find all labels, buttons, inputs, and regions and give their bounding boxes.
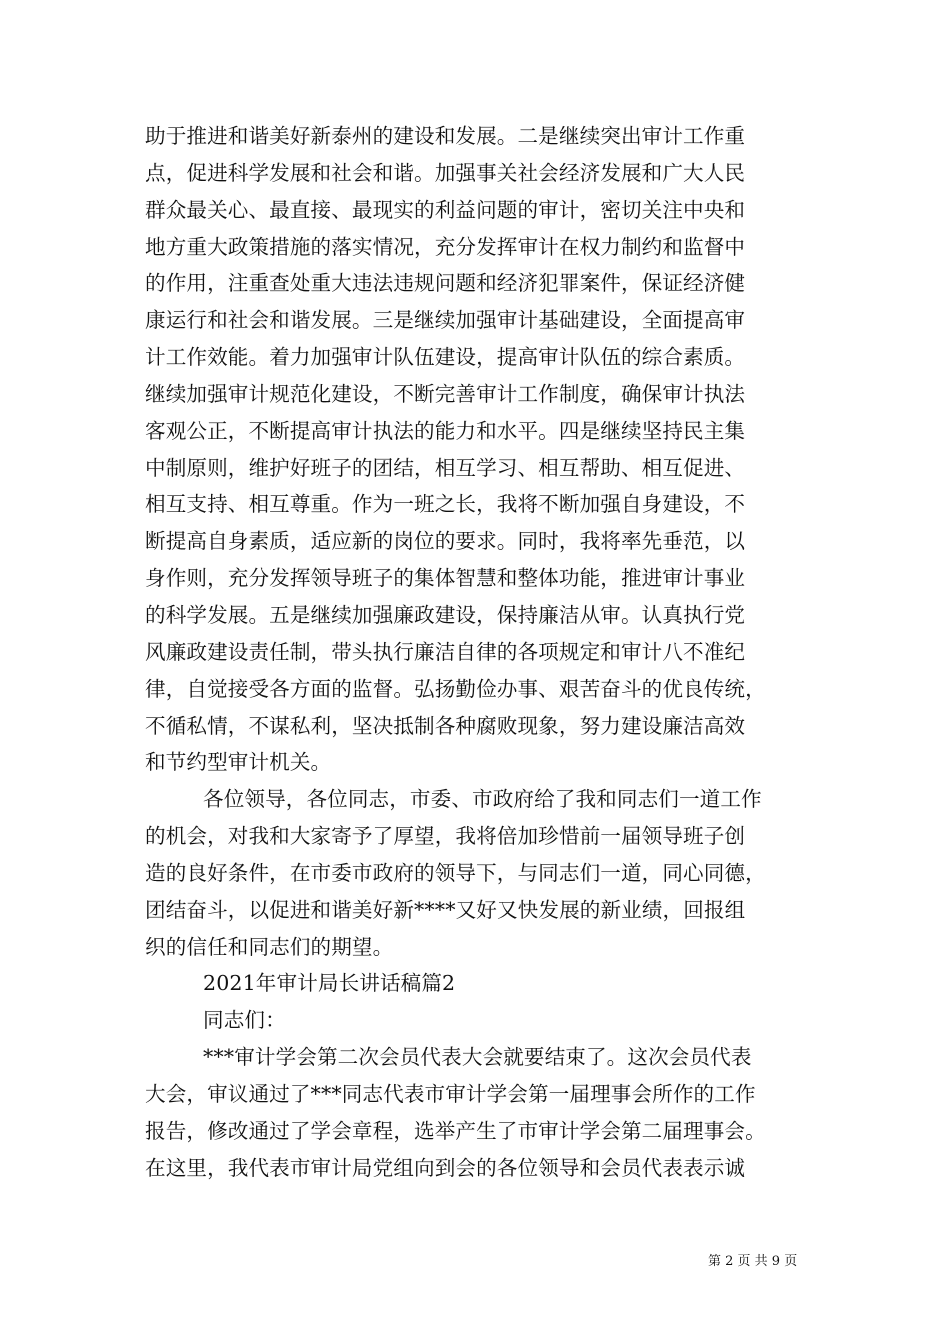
text-line: 计工作效能。着力加强审计队伍建设，提高审计队伍的综合素质。 <box>145 345 746 370</box>
text-line: 继续加强审计规范化建设，不断完善审计工作制度，确保审计执法 <box>145 381 746 406</box>
section-heading: 2021年审计局长讲话稿篇2 <box>203 971 456 996</box>
page-number-footer: 第 2 页 共 9 页 <box>708 1254 798 1269</box>
text-line: 团结奋斗，以促进和谐美好新****又好又快发展的新业绩，回报组 <box>145 897 746 922</box>
text-line: 不循私情，不谋私利，坚决抵制各种腐败现象，努力建设廉洁高效 <box>145 713 746 738</box>
document-body <box>145 118 815 1186</box>
text-line: 风廉政建设责任制，带头执行廉洁自律的各项规定和审计八不准纪 <box>145 639 746 664</box>
text-line: 康运行和社会和谐发展。三是继续加强审计基础建设，全面提高审 <box>145 308 746 333</box>
text-line: 造的良好条件，在市委市政府的领导下，与同志们一道，同心同德， <box>145 860 766 885</box>
paragraph-start-line: 各位领导，各位同志，市委、市政府给了我和同志们一道工作 <box>203 787 762 812</box>
text-line: 断提高自身素质，适应新的岗位的要求。同时，我将率先垂范，以 <box>145 529 746 554</box>
text-line: 的作用，注重查处重大违法违规问题和经济犯罪案件，保证经济健 <box>145 271 746 296</box>
paragraph-start-line: ***审计学会第二次会员代表大会就要结束了。这次会员代表 <box>203 1045 752 1070</box>
text-line: 中制原则，维护好班子的团结，相互学习、相互帮助、相互促进、 <box>145 455 746 480</box>
text-line: 织的信任和同志们的期望。 <box>145 934 394 959</box>
text-line: 客观公正，不断提高审计执法的能力和水平。四是继续坚持民主集 <box>145 418 746 443</box>
text-line: 群众最关心、最直接、最现实的利益问题的审计，密切关注中央和 <box>145 197 746 222</box>
text-line: 律，自觉接受各方面的监督。弘扬勤俭办事、艰苦奋斗的优良传统， <box>145 676 766 701</box>
text-line: 和节约型审计机关。 <box>145 750 332 775</box>
text-line: 在这里，我代表市审计局党组向到会的各位领导和会员代表表示诚 <box>145 1155 746 1180</box>
text-line: 助于推进和谐美好新泰州的建设和发展。二是继续突出审计工作重 <box>145 124 746 148</box>
text-line: 的机会，对我和大家寄予了厚望，我将倍加珍惜前一届领导班子创 <box>145 824 746 849</box>
text-line: 报告，修改通过了学会章程，选举产生了市审计学会第二届理事会。 <box>145 1118 766 1143</box>
text-line: 地方重大政策措施的落实情况，充分发挥审计在权力制约和监督中 <box>145 234 746 259</box>
salutation: 同志们： <box>203 1008 286 1033</box>
text-line: 点，促进科学发展和社会和谐。加强事关社会经济发展和广大人民 <box>145 160 746 185</box>
text-line: 的科学发展。五是继续加强廉政建设，保持廉洁从审。认真执行党 <box>145 602 746 627</box>
text-line: 大会，审议通过了***同志代表市审计学会第一届理事会所作的工作 <box>145 1081 756 1106</box>
text-line: 身作则，充分发挥领导班子的集体智慧和整体功能，推进审计事业 <box>145 566 746 591</box>
text-line: 相互支持、相互尊重。作为一班之长，我将不断加强自身建设，不 <box>145 492 746 517</box>
